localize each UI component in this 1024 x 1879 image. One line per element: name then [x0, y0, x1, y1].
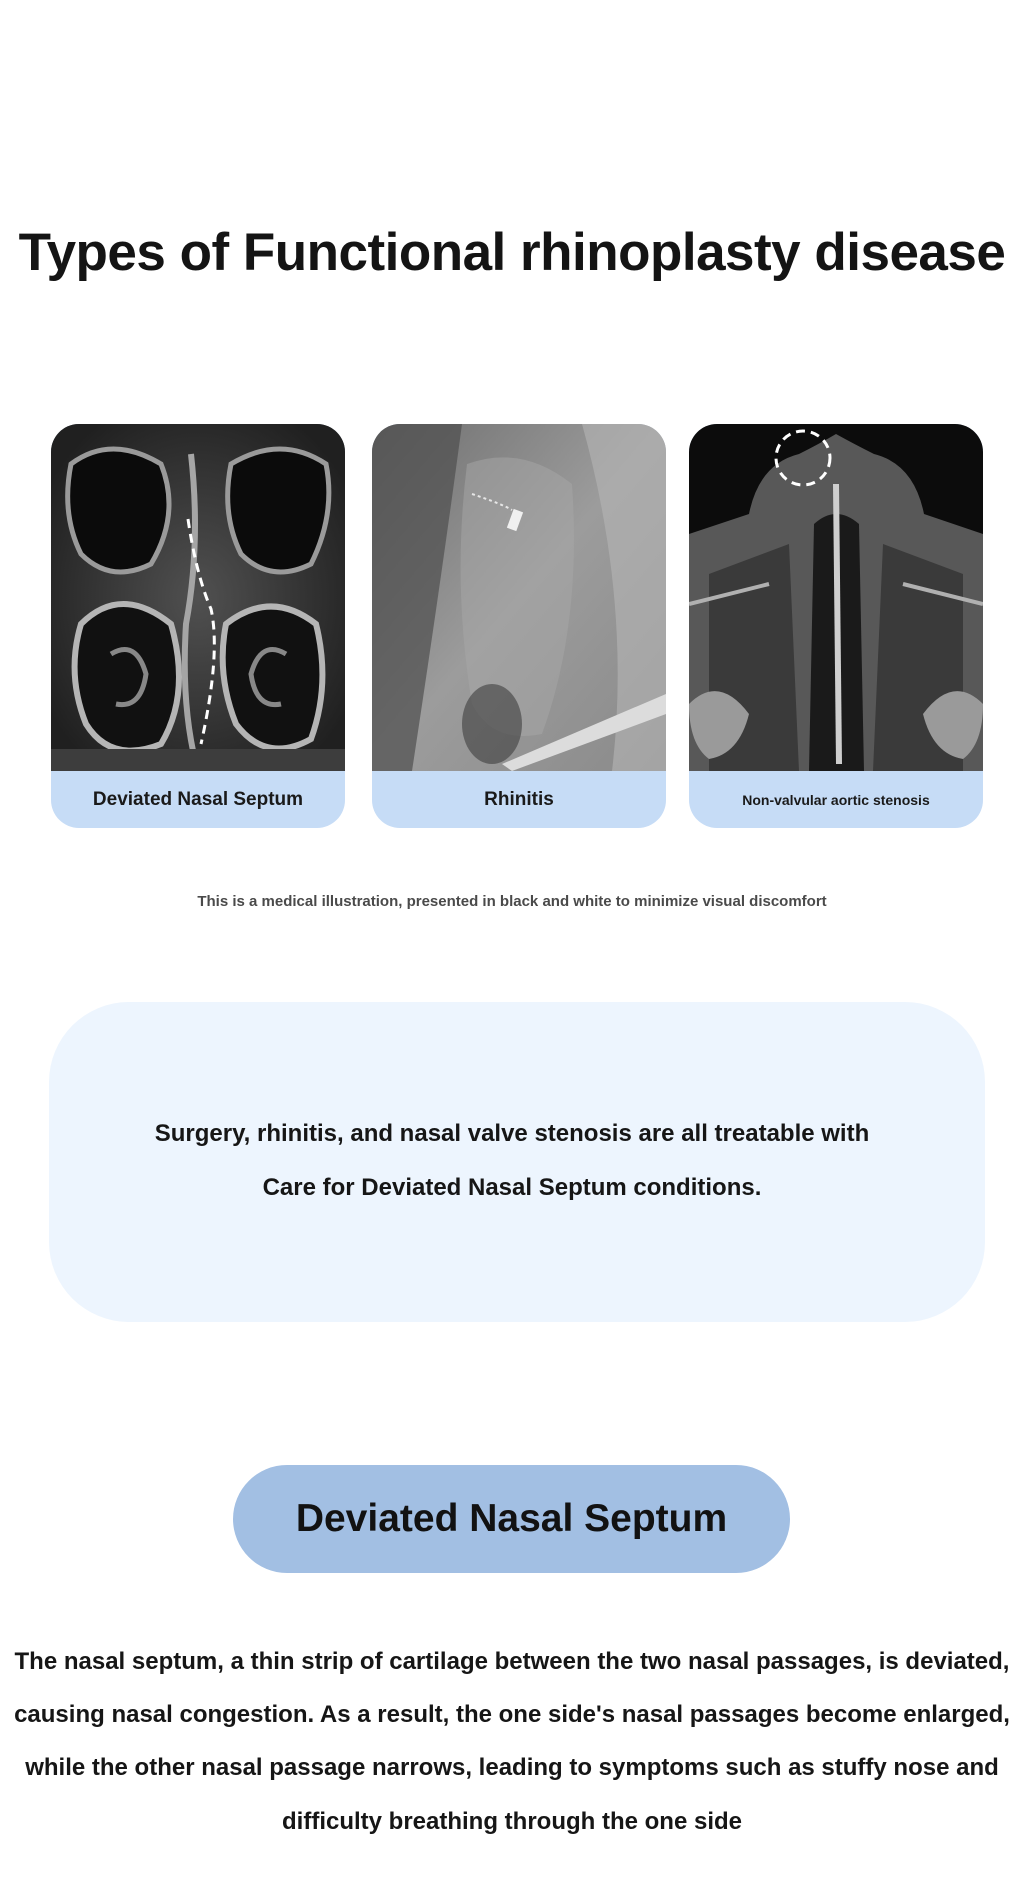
card-label: Non-valvular aortic stenosis: [742, 791, 930, 808]
page-title: Types of Functional rhinoplasty disease: [18, 223, 1006, 282]
card-label: Deviated Nasal Septum: [92, 788, 304, 810]
description-line-1: The nasal septum, a thin strip of cartilage between the two nasal passages, is deviated,: [14, 1648, 1010, 1675]
card-label: Rhinitis: [484, 788, 554, 810]
info-box: [49, 1002, 985, 1322]
image-caption: This is a medical illustration, presented in black and white to minimize visual discomfort: [197, 893, 827, 910]
card-rhinitis: [372, 424, 666, 828]
info-text-line-2: Care for Deviated Nasal Septum conditions.: [262, 1174, 762, 1201]
xray-image: [372, 424, 666, 771]
ct-scan-image: [689, 424, 983, 771]
description-line-2: causing nasal congestion. As a result, the one side's nasal passages become enlarged,: [14, 1701, 1010, 1728]
info-text-line-1: Surgery, rhinitis, and nasal valve stenosis are all treatable with: [154, 1120, 870, 1147]
section-heading-pill: Deviated Nasal Septum: [233, 1465, 790, 1573]
description-line-4: difficulty breathing through the one side: [282, 1808, 742, 1835]
card-nasal-valve-stenosis: [689, 424, 983, 828]
card-deviated-nasal-septum: [51, 424, 345, 828]
ct-scan-image: [51, 424, 345, 771]
description-line-3: while the other nasal passage narrows, leading to symptoms such as stuffy nose and: [25, 1754, 999, 1781]
